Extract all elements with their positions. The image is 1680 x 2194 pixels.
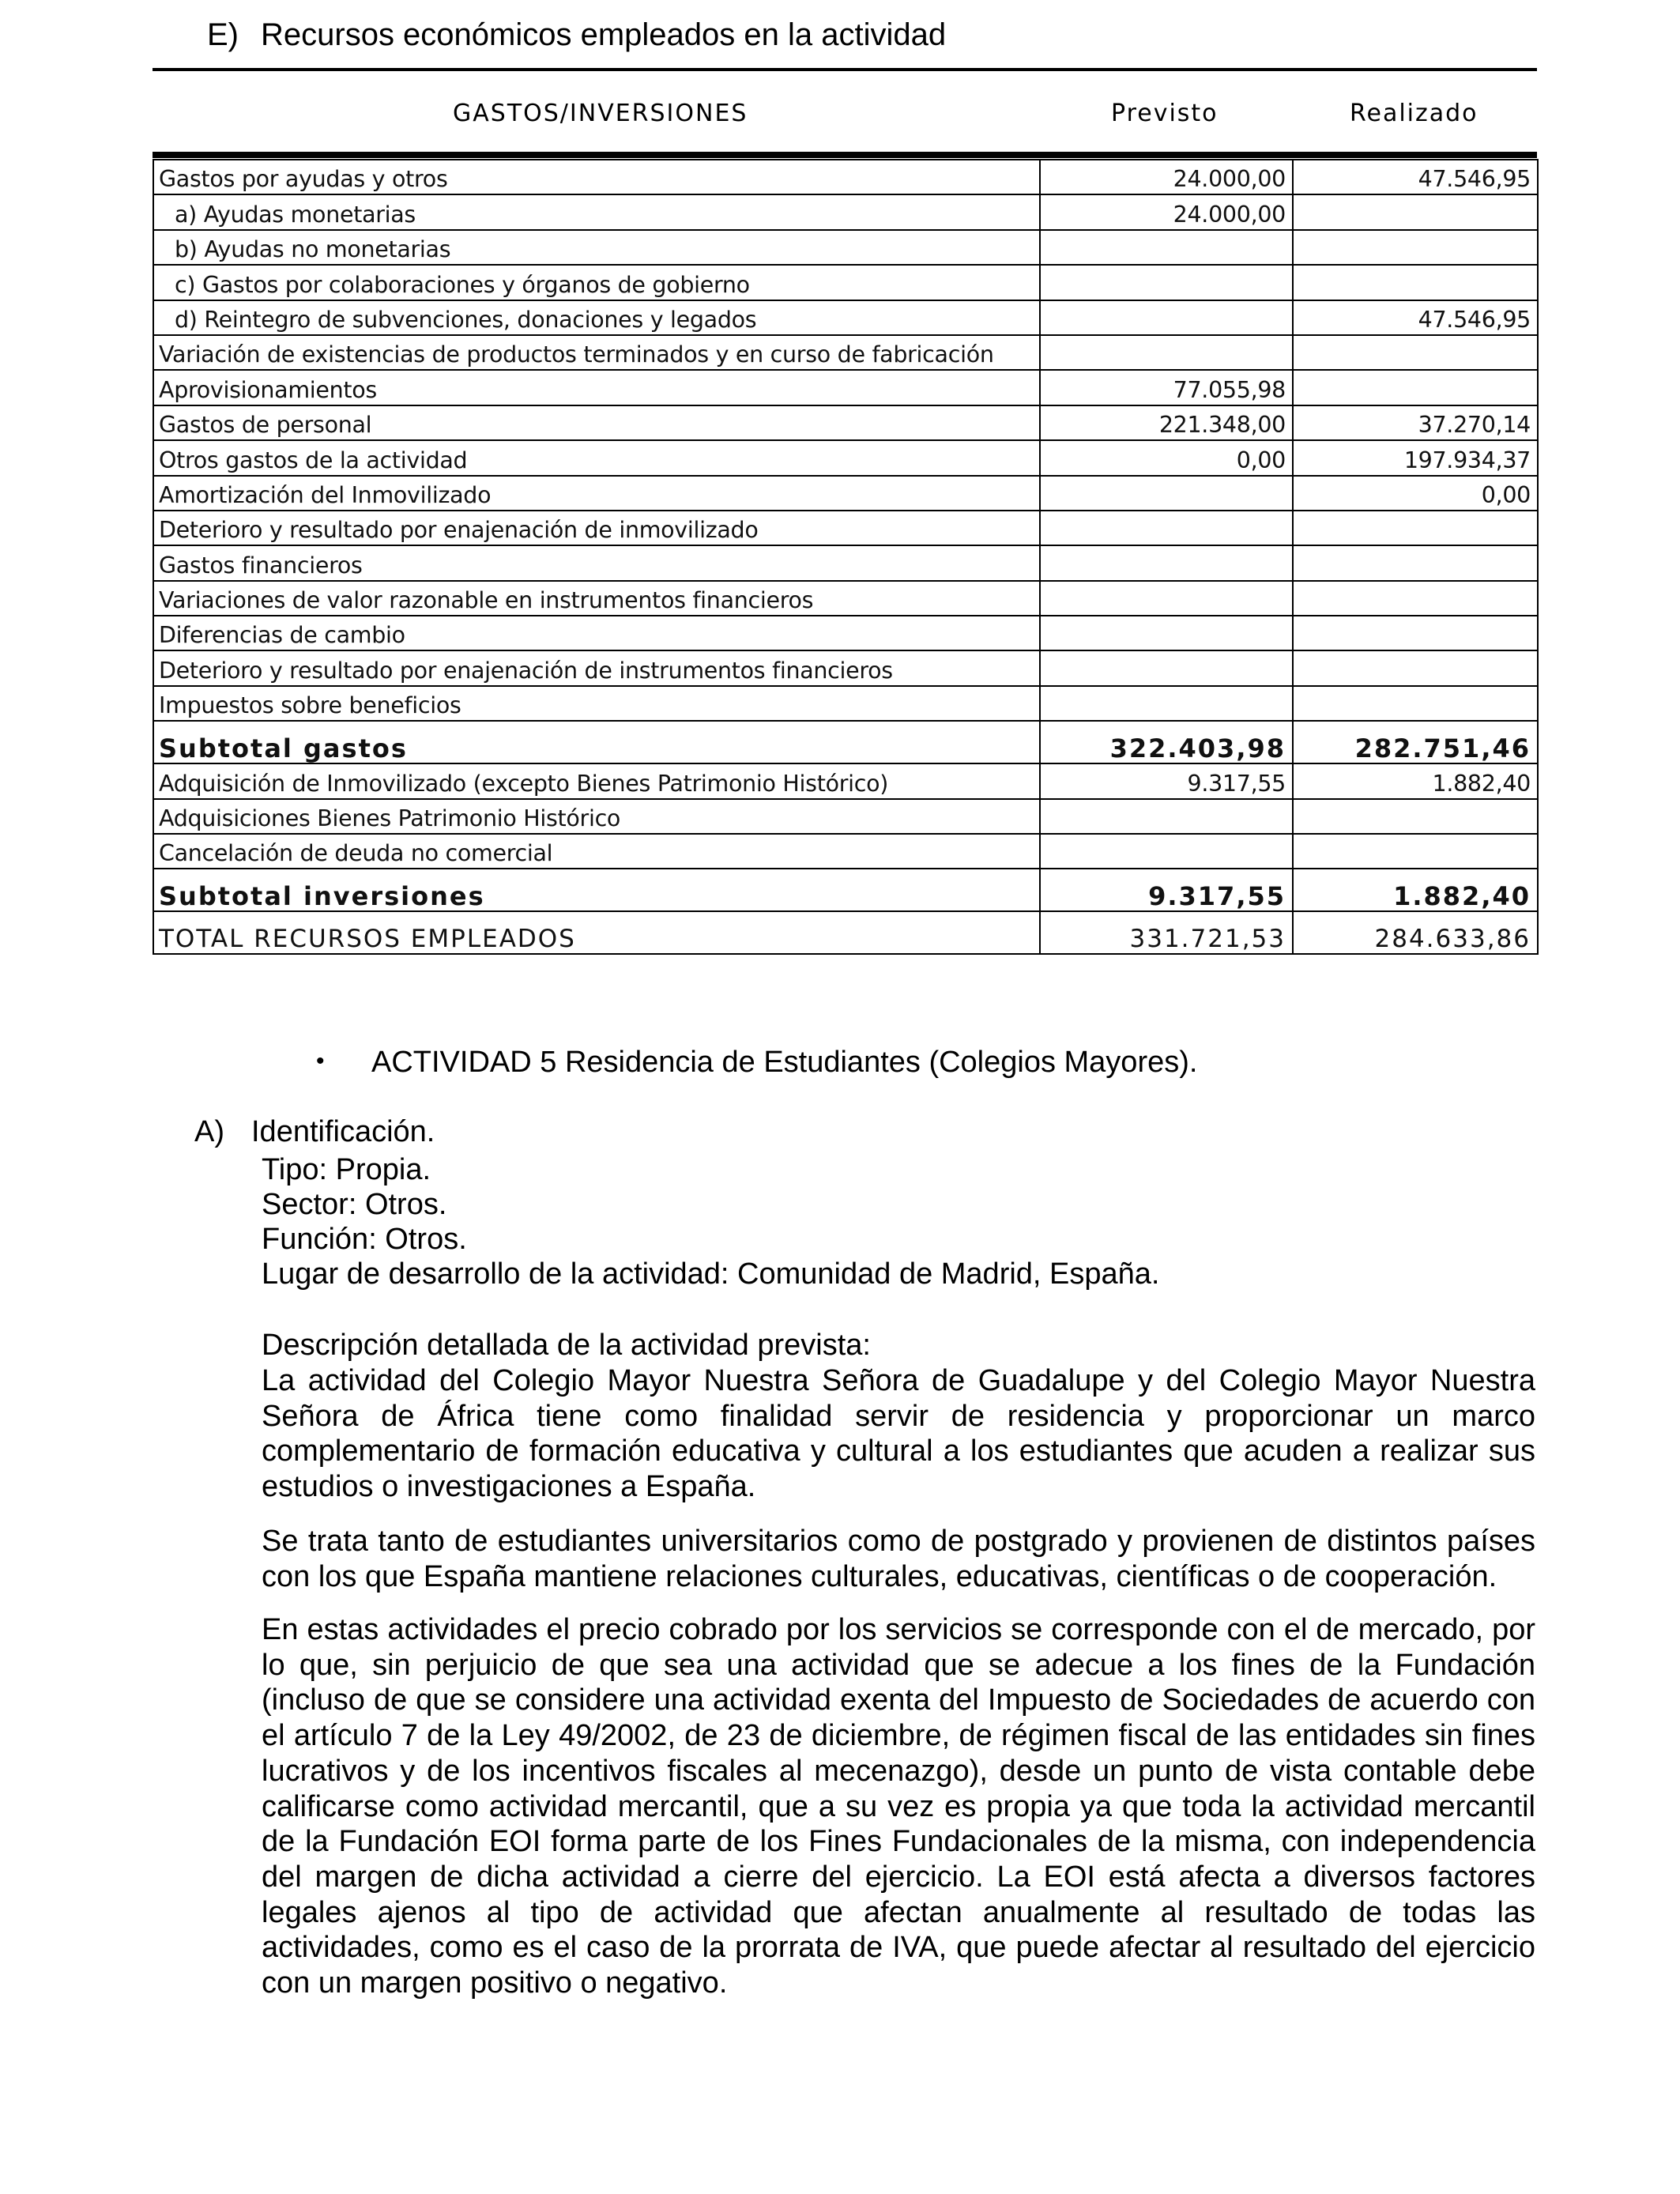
row-label: Variaciones de valor razonable en instrumentos financieros	[153, 581, 1040, 616]
row-label: Impuestos sobre beneficios	[153, 686, 1040, 721]
row-realizado	[1293, 335, 1538, 370]
identification-letter: A)	[194, 1115, 224, 1148]
resources-table	[153, 159, 1539, 955]
description-paragraph: La actividad del Colegio Mayor Nuestra Señora de Guadalupe y del Colegio Mayor Nuestra Señora de África tiene como finalidad servir de residencia y proporcionar un marco complementario de formación educativa y cultural a los estudiantes que acuden a realizar sus estudios o investigaciones a España.	[262, 1364, 1535, 1504]
row-realizado: 282.751,46	[1293, 721, 1538, 763]
row-previsto	[1040, 230, 1293, 265]
row-previsto: 0,00	[1040, 440, 1293, 475]
row-label: Otros gastos de la actividad	[153, 440, 1040, 475]
row-previsto	[1040, 265, 1293, 300]
table-row	[153, 799, 1538, 834]
row-label: Deterioro y resultado por enajenación de instrumentos financieros	[153, 650, 1040, 685]
table-row	[153, 300, 1538, 335]
row-previsto: 221.348,00	[1040, 405, 1293, 440]
description-heading: Descripción detallada de la actividad prevista:	[262, 1329, 871, 1362]
table-row	[153, 160, 1538, 194]
header-realizado: Realizado	[1350, 100, 1478, 127]
row-realizado: 0,00	[1293, 476, 1538, 511]
row-previsto: 331.721,53	[1040, 911, 1293, 954]
row-previsto: 24.000,00	[1040, 160, 1293, 194]
row-previsto	[1040, 335, 1293, 370]
table-row	[153, 335, 1538, 370]
row-realizado	[1293, 511, 1538, 545]
tipo-line: Tipo: Propia.	[262, 1153, 431, 1186]
row-label: Gastos por ayudas y otros	[153, 160, 1040, 194]
subtotal-inversiones-row	[153, 869, 1538, 911]
activity-title: ACTIVIDAD 5 Residencia de Estudiantes (Colegios Mayores).	[371, 1046, 1198, 1079]
table-row	[153, 194, 1538, 229]
row-label: Deterioro y resultado por enajenación de inmovilizado	[153, 511, 1040, 545]
header-previsto: Previsto	[1111, 100, 1219, 127]
row-label: c) Gastos por colaboraciones y órganos de gobierno	[153, 265, 1040, 300]
table-row	[153, 511, 1538, 545]
row-realizado	[1293, 581, 1538, 616]
row-label: Gastos financieros	[153, 545, 1040, 580]
section-e-heading	[207, 14, 946, 55]
row-realizado: 197.934,37	[1293, 440, 1538, 475]
bullet-icon: •	[316, 1048, 325, 1074]
table-row	[153, 834, 1538, 869]
row-label: Aprovisionamientos	[153, 370, 1040, 405]
row-realizado	[1293, 194, 1538, 229]
description-paragraph: En estas actividades el precio cobrado por los servicios se corresponde con el de mercado, por lo que, sin perjuicio de que sea una actividad que se adecue a los fines de la Fundación (incluso de que se considere una actividad exenta del Impuesto de Sociedades de acuerdo con el artículo 7 de la Ley 49/2002, de 23 de diciembre, de régimen fiscal de las entidades sin fines lucrativos y de los incentivos fiscales al mecenazgo), desde un punto de vista contable debe calificarse como actividad mercantil, que a su vez es propia ya que toda la actividad mercantil de la Fundación EOI forma parte de los Fines Fundacionales de la misma, con independencia del margen de dicha actividad a cierre del ejercicio. La EOI está afecta a diversos factores legales ajenos al tipo de actividad que afectan anualmente al resultado de todas las actividades, como es el caso de la prorrata de IVA, que puede afectar al resultado del ejercicio con un margen positivo o negativo.	[262, 1613, 1535, 2000]
row-realizado	[1293, 686, 1538, 721]
row-label: Diferencias de cambio	[153, 616, 1040, 650]
row-realizado	[1293, 616, 1538, 650]
row-realizado: 1.882,40	[1293, 869, 1538, 911]
table-row	[153, 763, 1538, 798]
description-paragraph: Se trata tanto de estudiantes universitarios como de postgrado y provienen de distintos países con los que España mantiene relaciones culturales, educativas, científicas o de cooperación.	[262, 1525, 1535, 1593]
table-row	[153, 370, 1538, 405]
row-previsto	[1040, 686, 1293, 721]
row-label: Subtotal inversiones	[153, 869, 1040, 911]
table-row	[153, 686, 1538, 721]
row-previsto	[1040, 300, 1293, 335]
row-realizado	[1293, 265, 1538, 300]
row-previsto: 9.317,55	[1040, 763, 1293, 798]
table-row	[153, 581, 1538, 616]
section-e-title: Recursos económicos empleados en la actividad	[261, 17, 947, 52]
row-previsto: 77.055,98	[1040, 370, 1293, 405]
header-gastos-inversiones: GASTOS/INVERSIONES	[453, 100, 748, 127]
row-previsto: 322.403,98	[1040, 721, 1293, 763]
row-label: Gastos de personal	[153, 405, 1040, 440]
funcion-line: Función: Otros.	[262, 1223, 467, 1256]
row-previsto	[1040, 616, 1293, 650]
total-row	[153, 911, 1538, 954]
row-realizado	[1293, 799, 1538, 834]
row-realizado: 284.633,86	[1293, 911, 1538, 954]
header-rule	[153, 152, 1537, 158]
row-previsto	[1040, 476, 1293, 511]
row-realizado: 47.546,95	[1293, 300, 1538, 335]
row-realizado	[1293, 545, 1538, 580]
row-label: a) Ayudas monetarias	[153, 194, 1040, 229]
row-label: Adquisición de Inmovilizado (excepto Bienes Patrimonio Histórico)	[153, 763, 1040, 798]
table-row	[153, 650, 1538, 685]
table-row	[153, 230, 1538, 265]
row-label: TOTAL RECURSOS EMPLEADOS	[153, 911, 1040, 954]
row-realizado	[1293, 834, 1538, 869]
identification-heading	[194, 1114, 435, 1149]
table-row	[153, 545, 1538, 580]
row-label: b) Ayudas no monetarias	[153, 230, 1040, 265]
row-label: Adquisiciones Bienes Patrimonio Histórico	[153, 799, 1040, 834]
row-label: d) Reintegro de subvenciones, donaciones y legados	[153, 300, 1040, 335]
row-previsto	[1040, 834, 1293, 869]
row-previsto	[1040, 511, 1293, 545]
row-realizado: 37.270,14	[1293, 405, 1538, 440]
row-label: Variación de existencias de productos terminados y en curso de fabricación	[153, 335, 1040, 370]
sector-line: Sector: Otros.	[262, 1188, 447, 1221]
table-row	[153, 405, 1538, 440]
row-realizado	[1293, 370, 1538, 405]
row-previsto	[1040, 799, 1293, 834]
identification-title: Identificación.	[251, 1115, 435, 1148]
row-previsto: 9.317,55	[1040, 869, 1293, 911]
row-realizado: 47.546,95	[1293, 160, 1538, 194]
section-e-letter: E)	[207, 17, 239, 52]
row-label: Cancelación de deuda no comercial	[153, 834, 1040, 869]
row-label: Subtotal gastos	[153, 721, 1040, 763]
table-header	[153, 95, 1537, 136]
row-previsto	[1040, 545, 1293, 580]
row-previsto: 24.000,00	[1040, 194, 1293, 229]
row-realizado	[1293, 650, 1538, 685]
row-label: Amortización del Inmovilizado	[153, 476, 1040, 511]
row-realizado: 1.882,40	[1293, 763, 1538, 798]
table-row	[153, 616, 1538, 650]
table-row	[153, 476, 1538, 511]
subtotal-gastos-row	[153, 721, 1538, 763]
table-row	[153, 440, 1538, 475]
identification-details	[262, 1152, 1159, 1291]
lugar-line: Lugar de desarrollo de la actividad: Comunidad de Madrid, España.	[262, 1257, 1160, 1291]
row-realizado	[1293, 230, 1538, 265]
table-row	[153, 265, 1538, 300]
top-rule	[153, 68, 1537, 71]
row-previsto	[1040, 581, 1293, 616]
activity-heading	[316, 1042, 1197, 1082]
row-previsto	[1040, 650, 1293, 685]
